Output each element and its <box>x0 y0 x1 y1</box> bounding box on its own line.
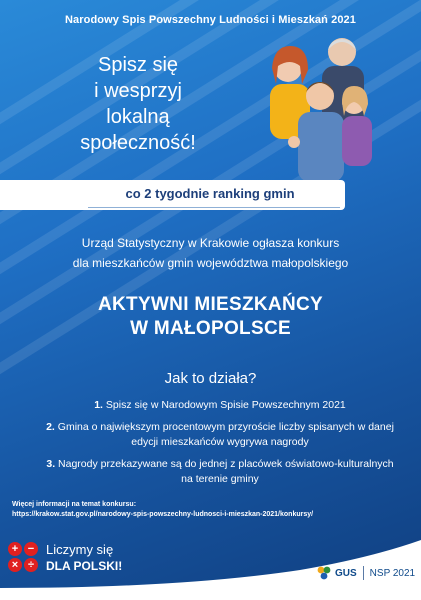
intro-text <box>0 233 421 273</box>
headline <box>0 293 421 341</box>
intro-line: Urząd Statystyczny w Krakowie ogłasza konkurs <box>81 236 340 250</box>
slogan-line: Spisz się <box>97 54 179 76</box>
campaign-slogan <box>46 541 122 575</box>
gus-logo-icon <box>316 565 332 581</box>
logos <box>316 562 418 584</box>
slogan-line: społeczność! <box>80 132 196 154</box>
logo-separator <box>363 566 364 580</box>
how-it-works-title: Jak to działa? <box>164 370 257 387</box>
step-item <box>40 457 400 487</box>
campaign-badge-icon: + − × ÷ <box>8 542 40 574</box>
more-info <box>12 500 412 520</box>
census-title: Narodowy Spis Powszechny Ludności i Mieszkań 2021 <box>65 14 356 26</box>
step-text: Gmina o największym procentowym przyroście liczby spisanych w danej edycji mieszkańców wygrywa nagrody <box>57 421 394 448</box>
step-item <box>40 420 400 450</box>
intro-line: dla mieszkańców gmin województwa małopolskiego <box>72 256 349 270</box>
slogan-line: lokalną <box>106 106 170 128</box>
family-photo <box>250 32 390 182</box>
ranking-text: co 2 tygodnie ranking gmin <box>125 186 295 201</box>
gus-label: GUS <box>335 567 357 579</box>
divider <box>88 207 340 208</box>
step-text: Spisz się w Narodowym Spisie Powszechnym 2021 <box>105 399 346 411</box>
step-number: 3. <box>46 458 56 470</box>
headline-line: AKTYWNI MIESZKAŃCY <box>98 294 323 315</box>
nsp-label: NSP 2021 <box>369 567 416 579</box>
campaign-line: Liczymy się <box>46 542 114 557</box>
step-number: 1. <box>94 399 103 411</box>
campaign-line: DLA POLSKI! <box>46 559 123 573</box>
headline-line: W MAŁOPOLSCE <box>130 318 291 339</box>
step-text: Nagrody przekazywane są do jednej z placówek oświatowo-kulturalnych na terenie gminy <box>58 458 394 485</box>
step-number: 2. <box>46 421 55 433</box>
more-info-link[interactable]: https://krakow.stat.gov.pl/narodowy-spis-powszechny-ludnosci-i-mieszkan-2021/konkursy/ <box>12 511 314 518</box>
more-info-label: Więcej informacji na temat konkursu: <box>12 501 137 508</box>
step-item <box>40 398 400 413</box>
slogan <box>58 52 218 156</box>
steps-list <box>40 398 400 494</box>
slogan-line: i wesprzyj <box>94 80 182 102</box>
